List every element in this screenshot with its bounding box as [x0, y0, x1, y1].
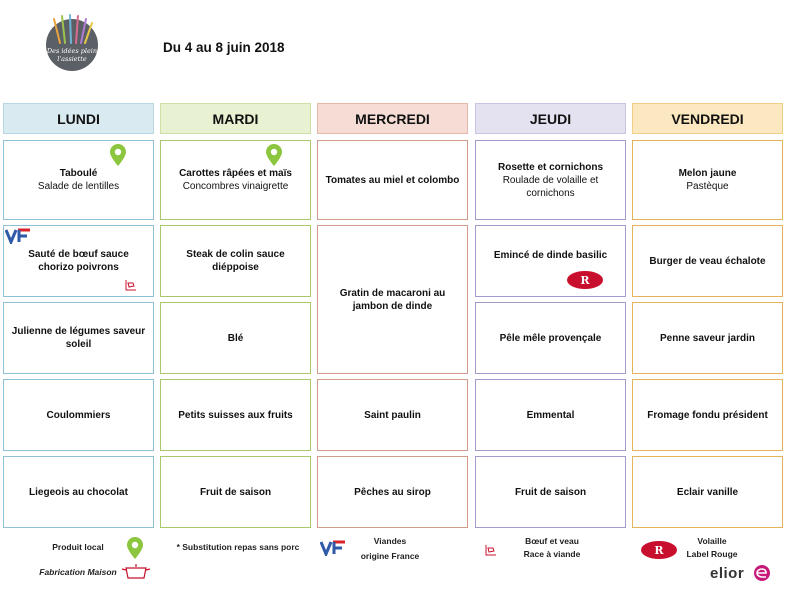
legend-viande-francaise-icon	[320, 540, 346, 556]
menu-cell-mercredi-dessert	[317, 456, 468, 528]
menu-cell-lundi-dessert	[3, 456, 154, 528]
menu-cell-lundi-accompagnement	[3, 302, 154, 374]
dish-main: Pêle mêle provençale	[499, 332, 602, 344]
dish-main: Eclair vanille	[676, 486, 739, 498]
menu-cell-lundi-fromage	[3, 379, 154, 451]
logo-text-line1: Des idées plein	[46, 47, 98, 55]
logo-des-idees-plein-lassiette	[40, 13, 104, 71]
svg-text:R: R	[654, 544, 664, 557]
dish-main: Taboulé	[59, 168, 98, 179]
dish-sub: Concombres vinaigrette	[182, 181, 289, 192]
day-header-vendredi: VENDREDI	[632, 103, 783, 134]
dish-main: Julienne de légumes saveur soleil	[11, 326, 146, 350]
dish-main: Penne saveur jardin	[659, 332, 756, 344]
dish-main: Carottes râpées et maïs	[179, 168, 292, 179]
dish-main: Rosette et cornichons	[497, 161, 604, 173]
menu-cell-vendredi-fromage	[632, 379, 783, 451]
elior-brand-text: elior	[710, 565, 745, 582]
menu-cell-mercredi-fromage	[317, 379, 468, 451]
menu-cell-mardi-plat	[160, 225, 311, 297]
legend-label-rouge-icon	[640, 540, 678, 560]
legend-viandes-line2: origine France	[360, 551, 420, 561]
menu-cell-mardi-fromage	[160, 379, 311, 451]
menu-cell-vendredi-plat	[632, 225, 783, 297]
dish-main: Gratin de macaroni au jambon de dinde	[339, 287, 446, 312]
dish-main: Sauté de bœuf sauce chorizo poivrons	[28, 249, 129, 273]
menu-cell-mardi-entree	[160, 140, 311, 220]
dish-main: Blé	[227, 332, 244, 344]
dish-sub: Pastèque	[686, 181, 729, 192]
menu-cell-jeudi-dessert	[475, 456, 626, 528]
day-header-jeudi: JEUDI	[475, 103, 626, 134]
menu-cell-jeudi-entree	[475, 140, 626, 220]
legend-viandes-line1: Viandes	[373, 536, 407, 546]
menu-cell-jeudi-accompagnement	[475, 302, 626, 374]
produit-local-pin-icon	[110, 144, 126, 166]
dish-main: Saint paulin	[364, 409, 421, 421]
menu-cell-mercredi-plat	[317, 225, 468, 374]
dish-main: Petits suisses aux fruits	[178, 409, 293, 421]
dish-main: Melon jaune	[678, 168, 737, 179]
legend-fabrication-maison: Fabrication Maison	[39, 567, 117, 577]
dish-sub: Salade de lentilles	[37, 181, 120, 192]
dish-main: Emmental	[526, 409, 575, 421]
legend-produit-local: Produit local	[52, 542, 104, 552]
day-header-mardi: MARDI	[160, 103, 311, 134]
menu-cell-mercredi-entree	[317, 140, 468, 220]
menu-cell-vendredi-entree	[632, 140, 783, 220]
menu-cell-mardi-accompagnement	[160, 302, 311, 374]
dish-main: Liegeois au chocolat	[29, 486, 128, 498]
logo-text-line2: l'assiette	[57, 55, 87, 63]
week-title: Du 4 au 8 juin 2018	[163, 40, 285, 55]
race-a-viande-icon	[124, 278, 138, 292]
legend-volaille-line2: Label Rouge	[686, 549, 738, 559]
menu-cell-lundi-entree	[3, 140, 154, 220]
dish-main: Pêches au sirop	[354, 486, 431, 498]
label-rouge-icon	[566, 270, 604, 290]
viande-francaise-icon	[5, 228, 31, 244]
dish-main: Fruit de saison	[514, 486, 587, 498]
legend-boeuf-line2: Race à viande	[523, 549, 581, 559]
legend-pin-icon	[127, 537, 143, 559]
legend-substitution: * Substitution repas sans porc	[176, 542, 300, 552]
elior-logo-icon	[751, 564, 773, 582]
menu-cell-mardi-dessert	[160, 456, 311, 528]
svg-text:R: R	[580, 274, 590, 287]
dish-main: Emincé de dinde basilic	[493, 249, 608, 261]
menu-cell-vendredi-accompagnement	[632, 302, 783, 374]
legend-race-a-viande-icon	[484, 543, 498, 557]
dish-main: Fruit de saison	[199, 486, 272, 498]
dish-main: Fromage fondu président	[647, 409, 768, 421]
elior-brand	[710, 564, 773, 582]
dish-main: Tomates au miel et colombo	[325, 174, 460, 186]
legend-volaille-line1: Volaille	[697, 536, 727, 546]
dish-main: Steak de colin sauce diéppoise	[186, 249, 285, 273]
dish-sub: Roulade de volaille et cornichons	[502, 174, 599, 199]
day-header-lundi: LUNDI	[3, 103, 154, 134]
menu-cell-jeudi-fromage	[475, 379, 626, 451]
dish-main: Burger de veau échalote	[649, 255, 766, 267]
day-header-mercredi: MERCREDI	[317, 103, 468, 134]
produit-local-pin-icon	[266, 144, 282, 166]
menu-cell-vendredi-dessert	[632, 456, 783, 528]
legend-boeuf-line1: Bœuf et veau	[525, 536, 579, 546]
fabrication-maison-pot-icon	[120, 563, 152, 581]
dish-main: Coulommiers	[46, 409, 111, 421]
